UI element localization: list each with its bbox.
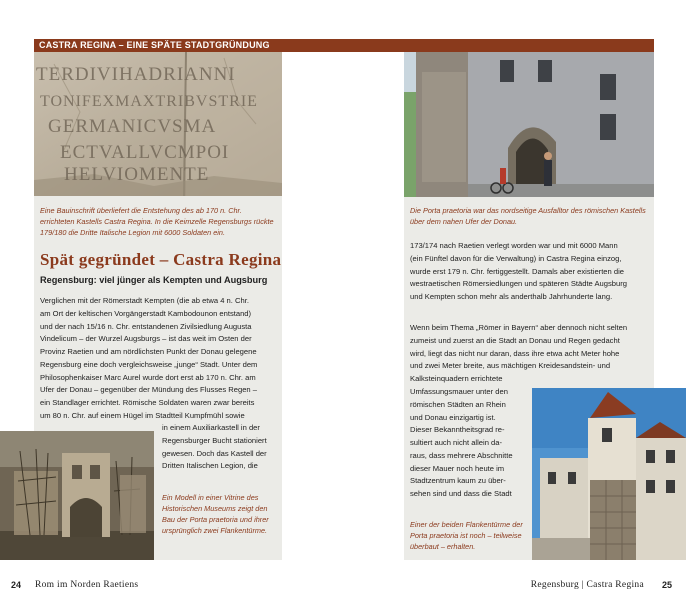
- body-line: um 80 n. Chr. auf einem Hügel im Stadtteil Kumpfmühl sowie: [40, 410, 245, 420]
- running-footer-right: Regensburg | Castra Regina: [530, 580, 644, 590]
- tower-caption: Einer der beiden Flankentürme der Porta praetoria ist noch – teilweise überbaut – erhalten.: [410, 520, 523, 551]
- porta-praetoria-photo: [404, 52, 654, 197]
- body-line: zumeist und zuerst an die Stadt an Donau und Regen gedacht: [410, 335, 620, 345]
- inscription-line: TERDIVIHADRIANNI: [36, 64, 236, 85]
- inscription-stone-photo: [34, 52, 282, 196]
- body-line: Kalksteinquadern errichtete: [410, 374, 503, 383]
- body-line: wird, liegt das nicht nur daran, dass ihre etwa acht Meter hohe: [410, 348, 620, 358]
- body-line: und Kempten schon mehr als anderthalb Jahrhunderte lang.: [410, 292, 613, 301]
- body-line: Ufer der Donau – gegenüber der Mündung des Flusses Regen –: [40, 385, 257, 395]
- page-number-left: 24: [11, 580, 22, 590]
- body-line: dieser Mauer noch heute im: [410, 463, 505, 473]
- body-line: und zwei Meter breite, aus mächtigen Kreidesandstein- und: [410, 361, 611, 371]
- body-line: und Donau einzigartig ist.: [410, 412, 496, 422]
- body-line: Wenn beim Thema „Römer in Bayern“ aber dennoch nicht selten: [410, 323, 628, 332]
- body-line: Philosophenkaiser Marc Aurel wurde dort erst ab 170 n. Chr. am: [40, 372, 256, 382]
- body-line: sehen sind und dass die Stadt: [410, 489, 512, 498]
- body-line: ein Standlager errichtet. Römische Soldaten waren zwar bereits: [40, 398, 255, 407]
- body-paragraph-1: [410, 240, 650, 304]
- body-text-left: [40, 295, 280, 423]
- body-line: Dritten Italischen Legion, die: [162, 461, 258, 471]
- body-line: raus, dass mehrere Abschnitte: [410, 450, 513, 460]
- body-line: Vindelicum – der Wurzel Augsburgs – ist das weit im Osten der: [40, 334, 252, 344]
- body-line: Dieser Bekanntheitsgrad re-: [410, 425, 505, 435]
- inscription-line: GERMANICVSMA: [48, 116, 217, 137]
- body-line: und der nach 15/16 n. Chr. entstandenen Zivilsiedlung Augusta: [40, 321, 252, 331]
- body-line: 173/174 nach Raetien verlegt worden war und mit 6000 Mann: [410, 241, 618, 250]
- inscription-line: TONIFEXMAXTRIBVSTRIE: [40, 93, 258, 110]
- article-headline: Spät gegründet – Castra Regina: [40, 250, 282, 269]
- inscription-line: HELVIOMENTE: [64, 164, 210, 185]
- porta-caption: Die Porta praetoria war das nordseitige Ausfalltor des römischen Kastells über dem nahen Ufer der Donau.: [410, 206, 646, 226]
- body-line: (ein Fünftel davon für die Verwaltung) in Castra Regina einzog,: [410, 253, 622, 263]
- museum-model-photo: [0, 431, 154, 560]
- body-line: Regensburg eine doch vergleichsweise „junge“ Stadt. Unter dem: [40, 359, 258, 369]
- body-line: in einem Auxiliarkastell in der: [162, 423, 260, 432]
- body-paragraph-2: [410, 322, 650, 386]
- inscription-line: ECTVALLVCMPOI: [60, 142, 230, 163]
- body-line: Stadtzentrum kaum zu über-: [410, 476, 506, 486]
- body-line: Umfassungsmauer unter den: [410, 387, 508, 396]
- article-subheadline: Regensburg: viel jünger als Kempten und Augsburg: [40, 275, 268, 285]
- body-line: Provinz Raetien und am nördlichsten Punkt der Donau gelegene: [40, 347, 257, 356]
- body-line: am Ort der keltischen Vorgängerstadt Kambodounon entstand): [40, 308, 252, 318]
- chapter-banner-title: CASTRA REGINA – EINE SPÄTE STADTGRÜNDUNG: [39, 40, 270, 50]
- inscription-caption: Eine Bauinschrift überliefert die Entstehung des ab 170 n. Chr. errichteten Kastells Castra Regina. In die Keimzelle Regensburgs rückte 179/180 die Dritte Italische Legion mit 6000 Soldaten ein.: [40, 206, 274, 237]
- model-caption: Ein Modell in einer Vitrine des Historischen Museums zeigt den Bau der Porta praetoria und ihrer ursprünglich zwei Flankentürme.: [162, 493, 269, 535]
- running-footer-left: Rom im Norden Raetiens: [35, 580, 139, 590]
- body-line: Verglichen mit der Römerstadt Kempten (die ab etwa 4 n. Chr.: [40, 296, 249, 305]
- body-line: wurde erst 179 n. Chr. fertiggestellt. Damals aber existierten die: [410, 266, 624, 276]
- page-number-right: 25: [662, 580, 673, 590]
- body-text-left-narrow: [162, 422, 282, 473]
- body-line: sultiert auch nicht allein da-: [410, 438, 503, 447]
- body-line: Regensburger Bucht stationiert: [162, 435, 267, 445]
- flanking-tower-photo: [532, 388, 686, 560]
- body-line: gewesen. Doch das Kastell der: [162, 448, 267, 458]
- body-line: römischen Städten an Rhein: [410, 399, 506, 409]
- chapter-banner: [34, 39, 654, 52]
- body-paragraph-2-narrow: [410, 386, 528, 501]
- body-line: westraetischen Römersiedlungen und späteren Städte Augsburg: [410, 279, 627, 289]
